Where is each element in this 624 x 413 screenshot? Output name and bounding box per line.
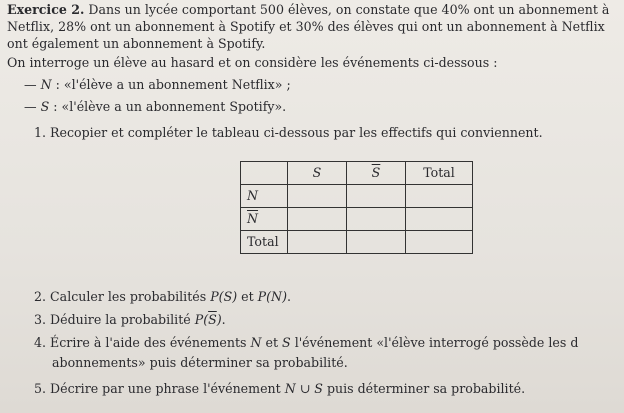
table-cell xyxy=(406,231,473,254)
question-2 xyxy=(34,289,291,305)
question-4 xyxy=(34,335,578,351)
question-5-text-b: puis déterminer sa probabilité. xyxy=(322,381,526,396)
question-2-mid: et xyxy=(237,289,258,304)
table-row xyxy=(241,208,473,231)
question-3-expr-post: ) xyxy=(216,312,222,327)
question-5 xyxy=(34,381,525,397)
event-n-text: : «l'élève a un abonnement Netflix» ; xyxy=(51,77,291,92)
question-3 xyxy=(34,312,226,328)
row-n-label xyxy=(241,185,288,208)
row-n-bar-label xyxy=(241,208,288,231)
intro-line-1 xyxy=(7,2,609,18)
question-4-sym-n: N xyxy=(250,335,262,350)
event-s-text: : «l'élève a un abonnement Spotify». xyxy=(49,99,287,114)
intro-text-1: Dans un lycée comportant 500 élèves, on constate que 40% ont un abonnement à xyxy=(84,2,610,17)
question-2-text: Calculer les probabilités xyxy=(50,289,211,304)
table-row xyxy=(241,231,473,254)
effectifs-table xyxy=(240,161,473,254)
table-header-row xyxy=(241,162,473,185)
header-s xyxy=(288,162,347,185)
intro-line-2: Netflix, 28% ont un abonnement à Spotify et 30% des élèves qui ont un abonnement à Netflix xyxy=(7,19,605,34)
event-n-symbol: N xyxy=(40,77,52,92)
question-2-expr-ps: P(S) xyxy=(210,289,238,304)
table-cell xyxy=(288,185,347,208)
question-3-text: Déduire la probabilité xyxy=(50,312,195,327)
question-4-line-2: abonnements» puis déterminer sa probabilité. xyxy=(52,355,348,370)
row-n-symbol: N xyxy=(247,188,259,204)
header-total: Total xyxy=(406,162,473,185)
exercise-title: Exercice 2. xyxy=(7,2,85,17)
question-3-end: . xyxy=(221,312,226,327)
question-4-text-c: l'événement «l'élève interrogé possède les d xyxy=(290,335,579,350)
question-3-number: 3. xyxy=(34,312,47,327)
table-cell xyxy=(406,185,473,208)
question-5-number: 5. xyxy=(34,381,47,396)
row-total-label: Total xyxy=(241,231,288,254)
question-3-expr-pre: P( xyxy=(194,312,209,327)
table-cell xyxy=(288,208,347,231)
question-4-text-a: Écrire à l'aide des événements xyxy=(50,335,251,350)
table-cell xyxy=(406,208,473,231)
header-s-bar-label: $\overline{S}$ xyxy=(371,165,381,181)
event-n-definition xyxy=(24,77,291,93)
event-s-dash: — xyxy=(24,99,41,114)
event-n-dash: — xyxy=(24,77,41,92)
row-n-bar-symbol: $\overline{N}$ xyxy=(247,211,259,227)
question-2-end: . xyxy=(287,289,292,304)
question-2-number: 2. xyxy=(34,289,47,304)
table-row xyxy=(241,185,473,208)
table-cell xyxy=(347,185,406,208)
question-2-expr-pn: P(N) xyxy=(257,289,287,304)
question-1 xyxy=(34,125,543,141)
question-5-text-a: Décrire par une phrase l'événement xyxy=(50,381,285,396)
question-4-number: 4. xyxy=(34,335,47,350)
question-4-text-b: et xyxy=(261,335,283,350)
table-cell xyxy=(288,231,347,254)
header-s-bar xyxy=(347,162,406,185)
event-s-symbol: S xyxy=(40,99,50,114)
table-corner-cell xyxy=(241,162,288,185)
question-5-expr-union: N ∪ S xyxy=(284,381,323,396)
intro-line-3: ont également un abonnement à Spotify. xyxy=(7,36,266,51)
header-s-label: S xyxy=(312,165,322,181)
question-1-number: 1. xyxy=(34,125,47,140)
table-cell xyxy=(347,208,406,231)
event-s-definition xyxy=(24,99,286,115)
question-1-text: Recopier et compléter le tableau ci-dessous par les effectifs qui conviennent. xyxy=(50,125,543,140)
question-4-sym-s: S xyxy=(282,335,291,350)
question-3-expr-bar: $\overline{S}$ xyxy=(208,312,217,327)
table-cell xyxy=(347,231,406,254)
question-intro: On interroge un élève au hasard et on considère les événements ci-dessous : xyxy=(7,55,498,70)
